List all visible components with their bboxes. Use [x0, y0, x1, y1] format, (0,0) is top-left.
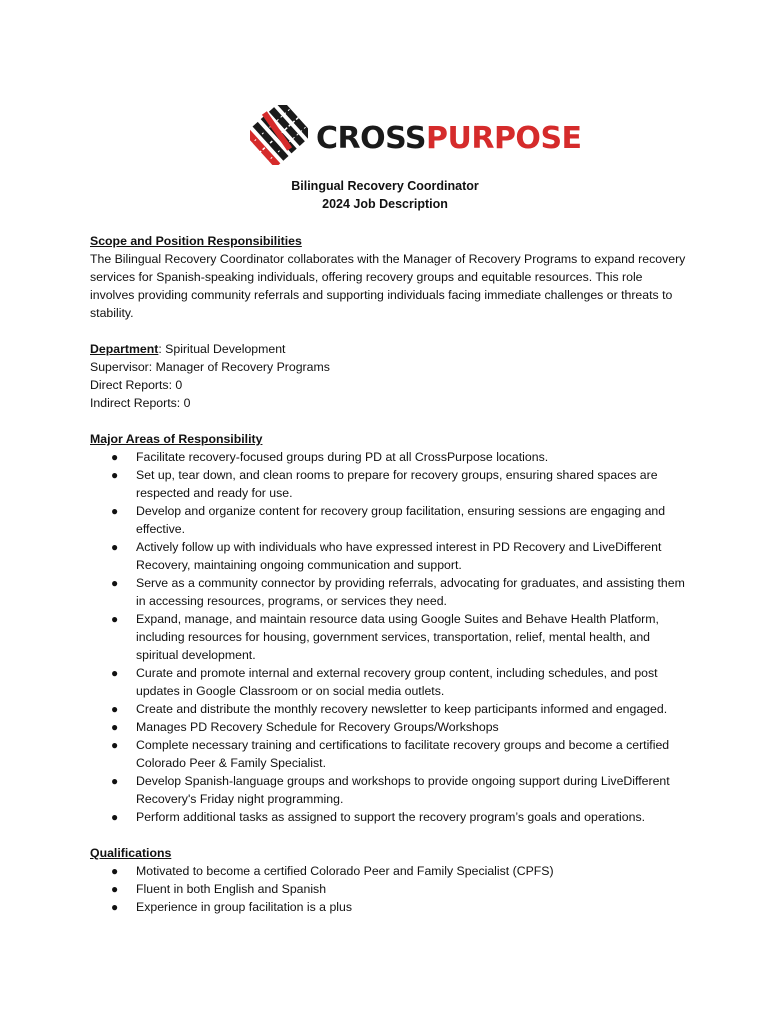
bullet-icon: ●: [111, 720, 119, 734]
bullet-icon: ●: [111, 810, 119, 824]
list-item: ● Experience in group facilitation is a plus: [111, 900, 353, 914]
qualifications-section: [90, 844, 690, 916]
list-item: ● Develop and organize content for recovery group facilitation, ensuring sessions are engaging and effective.: [111, 504, 666, 536]
responsibilities-list: [90, 448, 690, 826]
document-title: [0, 177, 770, 213]
list-item: ● Curate and promote internal and external recovery group content, including schedules, and post updates in Google Classroom or on social media outlets.: [111, 666, 658, 698]
bullet-icon: ●: [111, 702, 119, 716]
bullet-icon: ●: [111, 450, 119, 464]
department-value: : Spiritual Development: [158, 342, 286, 356]
list-item: ● Perform additional tasks as assigned to support the recovery program’s goals and operations.: [111, 810, 646, 824]
bullet-icon: ●: [111, 882, 119, 896]
bullet-icon: ●: [111, 504, 119, 518]
list-item: ● Actively follow up with individuals who have expressed interest in PD Recovery and LiveDifferent Recovery, maintaining ongoing communication and support.: [111, 540, 662, 572]
qualifications-list: [90, 862, 690, 916]
list-item: ● Motivated to become a certified Colorado Peer and Family Specialist (CPFS): [111, 864, 554, 878]
job-description-year: 2024 Job Description: [322, 197, 448, 211]
bullet-icon: ●: [111, 612, 119, 626]
list-item: ● Complete necessary training and certifications to facilitate recovery groups and become a certified Colorado Peer & Family Specialist.: [111, 738, 670, 770]
bullet-icon: ●: [111, 864, 119, 878]
scope-section: [90, 232, 690, 322]
department-line: [90, 340, 690, 358]
bullet-icon: ●: [111, 900, 119, 914]
scope-text: The Bilingual Recovery Coordinator collaborates with the Manager of Recovery Programs to expand recovery services for Spanish-speaking individuals, offering recovery groups and equitable resources. This role involves providing community referrals and supporting individuals facing immediate challenges or threats to stability.: [90, 252, 686, 320]
list-item: ● Fluent in both English and Spanish: [111, 882, 327, 896]
list-item: ● Create and distribute the monthly recovery newsletter to keep participants informed and engaged.: [111, 702, 668, 716]
bullet-icon: ●: [111, 576, 119, 590]
list-item: ● Serve as a community connector by providing referrals, advocating for graduates, and assisting them in accessing resources, programs, or services they need.: [111, 576, 685, 608]
bullet-icon: ●: [111, 774, 119, 788]
bullet-icon: ●: [111, 738, 119, 752]
document-body: [90, 232, 690, 934]
bullet-icon: ●: [111, 468, 119, 482]
bullet-icon: ●: [111, 540, 119, 554]
supervisor-line: Supervisor: Manager of Recovery Programs: [90, 360, 330, 374]
list-item: ● Manages PD Recovery Schedule for Recovery Groups/Workshops: [111, 720, 499, 734]
list-item: ● Expand, manage, and maintain resource data using Google Suites and Behave Health Platform, including resources for housing, government services, transportation, relief, mental health, and spiritual development.: [111, 612, 659, 662]
scope-heading: Scope and Position Responsibilities: [90, 234, 302, 248]
crosspurpose-logo: [250, 104, 582, 166]
indirect-reports-line: Indirect Reports: 0: [90, 396, 191, 410]
responsibilities-section: [90, 430, 690, 826]
list-item: ● Facilitate recovery-focused groups during PD at all CrossPurpose locations.: [111, 450, 549, 464]
department-section: [90, 340, 690, 412]
logo-word-purpose: PURPOSE: [426, 120, 582, 156]
list-item: ● Develop Spanish-language groups and workshops to provide ongoing support during LiveDifferent Recovery's Friday night programming.: [111, 774, 670, 806]
logo-word-cross: CROSS: [316, 120, 426, 156]
responsibilities-heading: Major Areas of Responsibility: [90, 432, 263, 446]
list-item: ● Set up, tear down, and clean rooms to prepare for recovery groups, ensuring shared spaces are respected and ready for use.: [111, 468, 658, 500]
bullet-icon: ●: [111, 666, 119, 680]
direct-reports-line: Direct Reports: 0: [90, 378, 183, 392]
department-label: Department: [90, 342, 159, 356]
job-title: Bilingual Recovery Coordinator: [291, 179, 479, 193]
logo-wordmark: [316, 121, 582, 156]
logo-mark-icon: [250, 105, 308, 165]
qualifications-heading: Qualifications: [90, 846, 172, 860]
